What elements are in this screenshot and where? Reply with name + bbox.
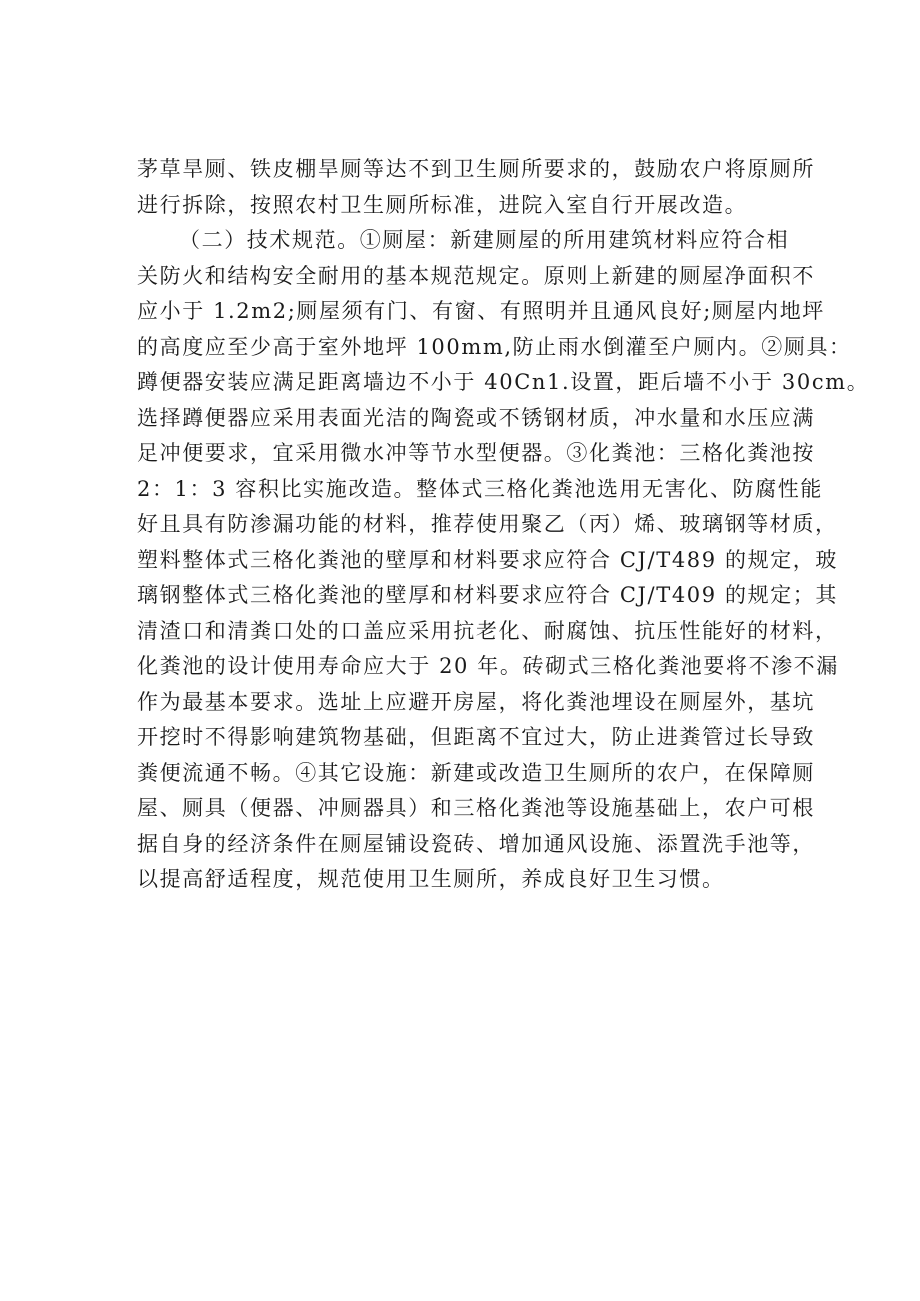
text-line: 塑料整体式三格化粪池的壁厚和材料要求应符合 CJ/T489 的规定，玻 — [137, 547, 838, 572]
text-line: 应小于 1.2m2;厕屋须有门、有窗、有照明并且通风良好;厕屋内地坪 — [137, 299, 825, 323]
text-line: 蹲便器安装应满足距离墙边不小于 40Cn1.设置，距后墙不小于 30cm。 — [137, 370, 870, 394]
text-line: 清渣口和清粪口处的口盖应采用抗老化、耐腐蚀、抗压性能好的材料， — [137, 618, 838, 643]
text-line: 足冲便要求，宜采用微水冲等节水型便器。③化粪池：三格化粪池按 — [137, 441, 815, 465]
text-line: 2：1：3 容积比实施改造。整体式三格化粪池选用无害化、防腐性能 — [137, 476, 823, 501]
text-line: 作为最基本要求。选址上应避开房屋，将化粪池埋设在厕屋外，基坑 — [137, 689, 815, 714]
text-line: 好且具有防渗漏功能的材料，推荐使用聚乙（丙）烯、玻璃钢等材质， — [137, 512, 838, 536]
text-line: 以提高舒适程度，规范使用卫生厕所，养成良好卫生习惯。 — [137, 867, 725, 891]
text-line: 化粪池的设计使用寿命应大于 20 年。砖砌式三格化粪池要将不渗不漏 — [137, 654, 839, 678]
text-line: 的高度应至少高于室外地坪 100mm,防止雨水倒灌至户厕内。②厕具： — [137, 334, 852, 359]
text-line: 屋、厕具（便器、冲厕器具）和三格化粪池等设施基础上，农户可根 — [137, 796, 815, 820]
text-line: 进行拆除，按照农村卫生厕所标准，进院入室自行开展改造。 — [137, 192, 748, 217]
text-line: 开挖时不得影响建筑物基础，但距离不宜过大，防止进粪管过长导致 — [137, 725, 815, 749]
text-line: 粪便流通不畅。④其它设施：新建或改造卫生厕所的农户，在保障厕 — [137, 760, 815, 785]
text-line: 据自身的经济条件在厕屋铺设瓷砖、增加通风设施、添置洗手池等， — [137, 831, 815, 856]
section-heading-line: （二）技术规范。①厕屋：新建厕屋的所用建筑材料应符合相 — [179, 228, 790, 252]
text-line: 茅草旱厕、铁皮棚旱厕等达不到卫生厕所要求的，鼓励农户将原厕所 — [137, 157, 815, 181]
text-line: 璃钢整体式三格化粪池的壁厚和材料要求应符合 CJ/T409 的规定；其 — [137, 583, 838, 607]
body-text — [137, 152, 870, 898]
text-line: 关防火和结构安全耐用的基本规范规定。原则上新建的厕屋净面积不 — [137, 263, 815, 288]
text-line: 选择蹲便器应采用表面光洁的陶瓷或不锈钢材质，冲水量和水压应满 — [137, 405, 815, 430]
